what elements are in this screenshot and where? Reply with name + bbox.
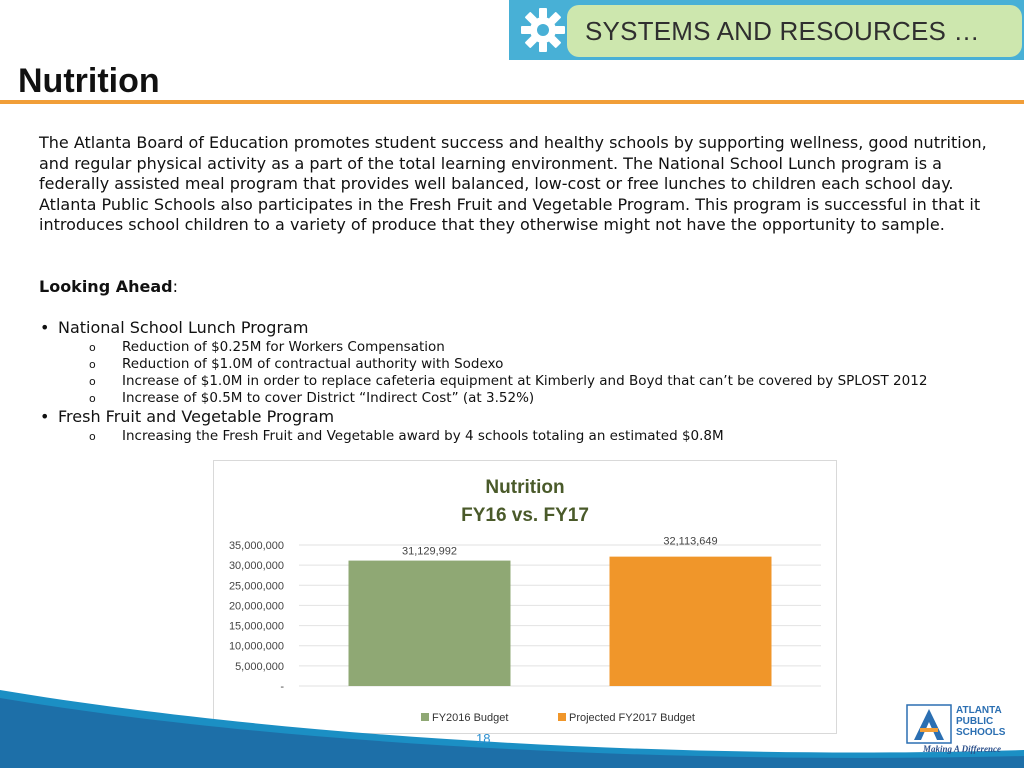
bar-value-label: 31,129,992 xyxy=(401,545,458,558)
sub-bullet-text: Increase of $1.0M in order to replace cafeteria equipment at Kimberly and Boyd that can’t be covered by SPLOST 2012 xyxy=(122,373,928,389)
circle-bullet-icon: o xyxy=(89,392,96,405)
chart-title: Nutrition xyxy=(485,477,565,498)
looking-ahead-heading xyxy=(39,277,178,296)
banner-pill xyxy=(567,5,1022,57)
sub-bullet xyxy=(89,373,927,389)
bullet-label: National School Lunch Program xyxy=(58,318,309,337)
page-title: Nutrition xyxy=(18,62,160,100)
logo-line-2: PUBLIC xyxy=(956,716,994,727)
chart-subtitle: FY16 vs. FY17 xyxy=(461,505,589,526)
circle-bullet-icon: o xyxy=(89,358,96,371)
bar-value-label: 32,113,649 xyxy=(663,535,718,548)
looking-ahead-suffix: : xyxy=(172,277,178,296)
y-tick-label: 15,000,000 xyxy=(228,620,284,633)
y-tick-label: 5,000,000 xyxy=(235,660,284,673)
bullet-label: Fresh Fruit and Vegetable Program xyxy=(58,407,335,426)
sub-bullet-text: Increasing the Fresh Fruit and Vegetable award by 4 schools totaling an estimated $0.8M xyxy=(122,428,724,444)
intro-paragraph: The Atlanta Board of Education promotes student success and healthy schools by supporting wellness, good nutrition, and regular physical activity as a part of the total learning environment. The National School Lunch program is a federally assisted meal program that provides well balanced, low-cost or free lunches to children each school day. Atlanta Public Schools also participates in the Fresh Fruit and Vegetable Program. This program is successful in that it introduces school children to a variety of produce that they otherwise might not have the opportunity to sample. xyxy=(39,133,987,234)
y-tick-label: 25,000,000 xyxy=(228,580,284,593)
legend-label: Projected FY2017 Budget xyxy=(569,712,695,724)
banner-title: SYSTEMS AND RESOURCES … xyxy=(585,16,980,46)
bottom-wave-decoration xyxy=(0,690,1024,768)
title-divider xyxy=(0,100,1024,104)
logo-line-3: SCHOOLS xyxy=(956,727,1006,738)
circle-bullet-icon: o xyxy=(89,375,96,388)
bar-2 xyxy=(610,557,772,686)
bullet-dot-icon: • xyxy=(40,318,50,337)
aps-logo xyxy=(906,702,1018,762)
sub-bullet xyxy=(89,356,503,372)
aps-a-logo-icon xyxy=(906,704,952,744)
y-tick-label: 30,000,000 xyxy=(228,560,284,573)
legend-label: FY2016 Budget xyxy=(432,712,509,724)
section-banner xyxy=(509,0,1024,60)
sub-bullet xyxy=(89,428,724,444)
sub-bullet-text: Reduction of $1.0M of contractual authority with Sodexo xyxy=(122,356,504,372)
sub-bullet xyxy=(89,339,445,355)
bullet-national-school-lunch xyxy=(40,318,308,337)
gear-icon xyxy=(517,4,569,56)
y-tick-label: 10,000,000 xyxy=(228,640,284,653)
bar-1 xyxy=(349,561,511,686)
looking-ahead-label: Looking Ahead xyxy=(39,277,173,296)
logo-line-1: ATLANTA xyxy=(956,705,1002,716)
y-tick-label: 35,000,000 xyxy=(228,540,284,552)
sub-bullet xyxy=(89,390,534,406)
page-number: 18 xyxy=(476,731,491,746)
sub-bullet-text: Increase of $0.5M to cover District “Indirect Cost” (at 3.52%) xyxy=(122,390,535,406)
logo-tagline: Making A Difference xyxy=(923,744,1001,754)
circle-bullet-icon: o xyxy=(89,341,96,354)
bullet-dot-icon: • xyxy=(40,407,50,426)
circle-bullet-icon: o xyxy=(89,430,96,443)
bullet-fresh-fruit xyxy=(40,407,334,426)
y-tick-label: 20,000,000 xyxy=(228,600,284,613)
y-tick-label: - xyxy=(280,681,284,693)
sub-bullet-text: Reduction of $0.25M for Workers Compensation xyxy=(122,339,445,355)
